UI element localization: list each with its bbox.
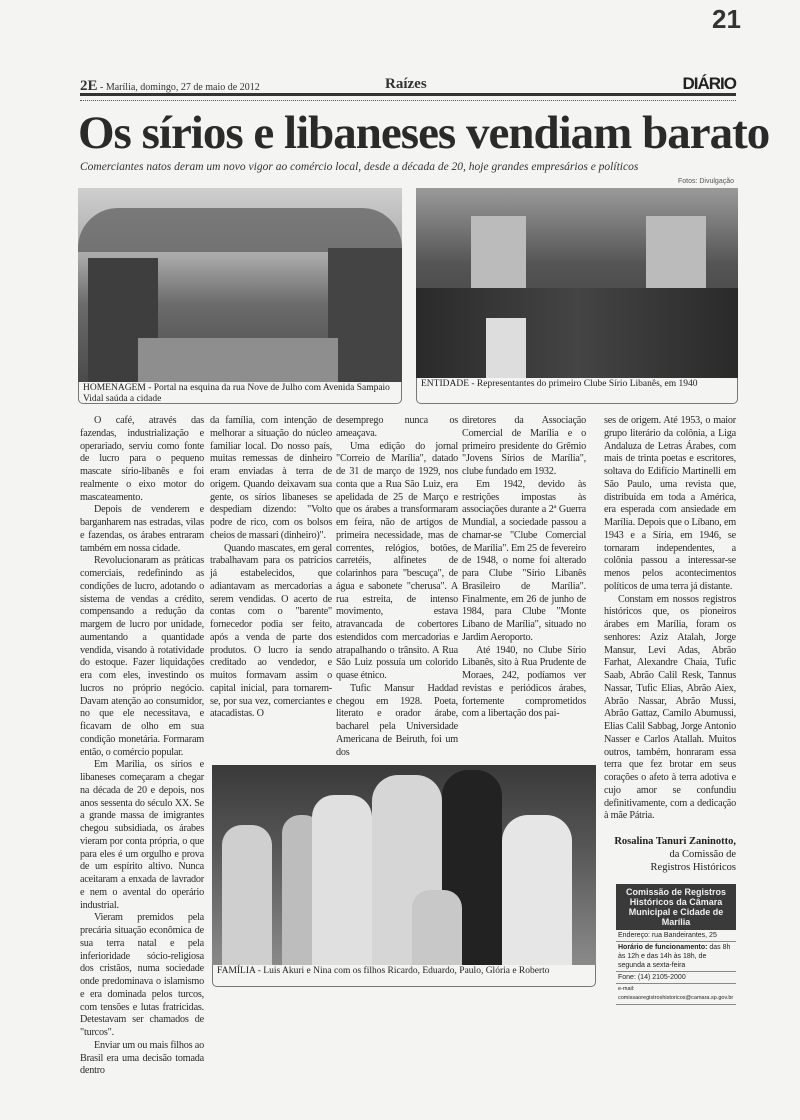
paragraph: ses de origem. Até 1953, o maior grupo literário da colônia, a Liga Andaluza de Letras Árabes, com mais de trinta poetas e escritores, soltava do Edifício Martinelli em São Paulo, uma revista que, distribuída em toda a América, era esperada com ansiedade em Marília. Depois que o Líbano, em 1943 e a Síria, em 1946, se tornaram independentes, a colônia passou a interessar-se menos pelos acontecimentos políticos de uma terra já distante. — [604, 415, 736, 592]
newspaper-logo: DIÁRIO — [682, 74, 736, 93]
caption-text: - Portal na esquina da rua Nove de Julho com Avenida Sampaio Vidal saúda a cidade — [83, 383, 390, 404]
paragraph: desemprego nunca os ameaçava. — [336, 415, 458, 439]
paragraph: Em Marília, os sírios e libaneses começaram a chegar na década de 20 e depois, nos anos sessenta do século XX. Se a grande massa de imigrantes chegou subsidiada, os árabes vieram por conta própria, o que para eles é um orgulho e prova de um espírito altivo. Nunca aceitaram a enxada de lavrador e nem o avental do operário industrial. — [80, 759, 204, 911]
headline: Os sírios e libaneses vendiam barato — [78, 107, 770, 159]
paragraph: Vieram premidos pela precária situação econômica de sua terra natal e pela inferioridade sócio-religiosa dos cristãos, numa sociedade onde predominava o islamismo e era dominada pelos turcos, com tensões e lutas fratricidas. Detestavam ser chamados de "turcos". — [80, 912, 204, 1038]
article-column-5 — [604, 415, 736, 823]
paragraph: Uma edição do jornal "Correio de Marília", datado de 31 de março de 1929, nos conta que a Rua São Luiz, era apelidada de 25 de Março e que os árabes a transformaram em feira, não de artigos de primeira necessidade, mas de correntes, relógios, botões, carretéis, alfinetes de colarinhos para "bescuça", de água e sabonete "cherusa". A rua estreita, de intenso movimento, estava atravancada de cobertores estendidos com mercadorias e atrapalhando o trânsito. A Rua São Luiz possuía um colorido quase étnico. — [336, 440, 458, 681]
info-box — [616, 884, 736, 1005]
article-column-1 — [80, 415, 204, 1078]
article-column-2 — [210, 415, 332, 721]
info-hours — [616, 942, 736, 972]
caption-label: HOMENAGEM — [83, 383, 146, 393]
date: - Marília, domingo, 27 de maio de 2012 — [100, 82, 260, 93]
paragraph: diretores da Associação Comercial de Marília e o primeiro presidente do Grêmio "Jovens Sírios de Marília", clube fundado em 1932. — [462, 415, 586, 477]
caption-label: FAMÍLIA — [217, 966, 256, 976]
header-rule — [80, 93, 736, 96]
paragraph: Quando mascates, em geral trabalhavam para os patrícios já estabelecidos, que adiantavam as mercadorias a serem vendidas. O acerto de contas com o "barente" fornecedor podia ser feito, após a venda de parte dos produtos. O lucro ia sendo creditado ao vendedor, e muitos formavam assim o capital inicial, para tornarem-se, por sua vez, comerciantes e atacadistas. O — [210, 542, 332, 720]
paragraph: Até 1940, no Clube Sírio Libanês, sito à Rua Prudente de Moraes, 242, podíamos ver revistas e periódicos árabes, fortemente comprometidos com a libertação dos pai- — [462, 644, 586, 720]
paragraph: Depois de venderem e barganharem nas estradas, vilas e fazendas, os árabes entraram também em nossa cidade. — [80, 504, 204, 554]
section-name: Raízes — [385, 76, 427, 92]
photo-credit: Fotos: Divulgação — [677, 178, 734, 185]
edition: 2E — [80, 78, 98, 94]
paragraph: Revolucionaram as práticas comerciais, redefinindo as condições de lucro, adotando o sistema de vendas a crédito, compensando a redução da margem de lucro por unidade, aumentando a quantidade vendida, visando à rotatividade do estoque. Fazer liquidações era com eles, investindo os lucros no próprio negócio. Davam atenção ao consumidor, no que ele necessitava, e ficavam de olho em sua condição monetária. Formaram então, o comércio popular. — [80, 555, 204, 758]
caption-entidade — [416, 378, 738, 404]
info-email: e-mail: comissaoregistroshistoricos@camara.sp.gov.br — [616, 984, 736, 1005]
paragraph: Constam em nossos registros históricos que, os pioneiros árabes em Marília, foram os senhores: Aziz Atalah, Jorge Mansur, Levi Adas, Abrão Farhat, Alexandre Chaia, Tufic Saab, Abrão Calil Resk, Tannus Nassar, Tufic Elias, Abrão Aiex, Abrão Nassar, Abrão Mussi, Abrão Gattaz, Camilo Abumussi, Elias Calil Sabbag, Jorge Antonio Nasser e Carlos Atallah. Muitos outros, também, honraram essa terra que fez brotar em seus corações o afeto à terra adotiva e cujo amor se confundiu definitivamente, com a dedicação à mãe Pátria. — [604, 593, 736, 822]
author-affiliation-2: Registros Históricos — [650, 862, 736, 873]
subheadline: Comerciantes natos deram um novo vigor ao comércio local, desde a década de 20, hoje grandes empresários e políticos — [80, 161, 639, 173]
page-header — [80, 76, 736, 92]
page-number: 21 — [712, 4, 741, 34]
author-signature — [600, 835, 736, 874]
caption-text: - Representantes do primeiro Clube Sírio Libanês, em 1940 — [469, 379, 698, 389]
photo-entidade — [416, 188, 738, 378]
hours-label: Horário de funcionamento: — [618, 944, 708, 951]
info-box-title: Comissão de Registros Históricos da Câmara Municipal e Cidade de Marília — [616, 884, 736, 930]
paragraph: Tufic Mansur Haddad chegou em 1928. Poeta, literato e orador árabe, bacharel pela Universidade Americana de Beiruth, foi um dos — [336, 682, 458, 758]
caption-homenagem — [78, 382, 402, 404]
info-phone: Fone: (14) 2105-2000 — [616, 972, 736, 984]
paragraph: O café, através das fazendas, industrialização e operariado, serviu como fonte de lucro para o pequeno mascate sírio-libanês e foi realmente o eixo motor do mascateamento. — [80, 415, 204, 503]
paragraph: Em 1942, devido às restrições impostas às associações durante a 2ª Guerra Mundial, a sociedade passou a chamar-se "Clube Comercial de Marília". Em 25 de fevereiro de 1948, o nome foi alterado para Clube "Sírio Libanês Brasileiro de Marília". Finalmente, em 26 de junho de 1984, para Clube "Monte Líbano de Marília", situado no Jardim Aeroporto. — [462, 478, 586, 643]
photo-portal — [78, 188, 402, 382]
article-column-4 — [462, 415, 586, 721]
hours-text: das 8h às 12h e das 14h às 18h, de segunda a sexta-feira — [618, 944, 731, 969]
article-column-3 — [336, 415, 458, 759]
caption-familia — [212, 965, 596, 987]
info-address: Endereço: rua Bandeirantes, 25 — [616, 930, 736, 942]
paragraph: da família, com intenção de melhorar a situação do núcleo familiar local. Do nosso país, muitas remessas de dinheiro eram enviadas à terra de origem. Quando deixavam sua gente, os sírios libaneses se despediam dizendo: "Volto podre de rico, com os bolsos cheios de massari (dinheiro)". — [210, 415, 332, 541]
caption-text: - Luis Akuri e Nina com os filhos Ricardo, Eduardo, Paulo, Glória e Roberto — [255, 966, 550, 976]
author-name: Rosalina Tanuri Zaninotto, — [614, 836, 736, 847]
paragraph: Enviar um ou mais filhos ao Brasil era uma decisão tomada dentro — [80, 1039, 204, 1077]
header-dotted-rule — [80, 100, 736, 101]
photo-familia — [212, 765, 596, 965]
caption-label: ENTIDADE — [421, 379, 470, 389]
author-affiliation: da Comissão de — [669, 849, 736, 860]
